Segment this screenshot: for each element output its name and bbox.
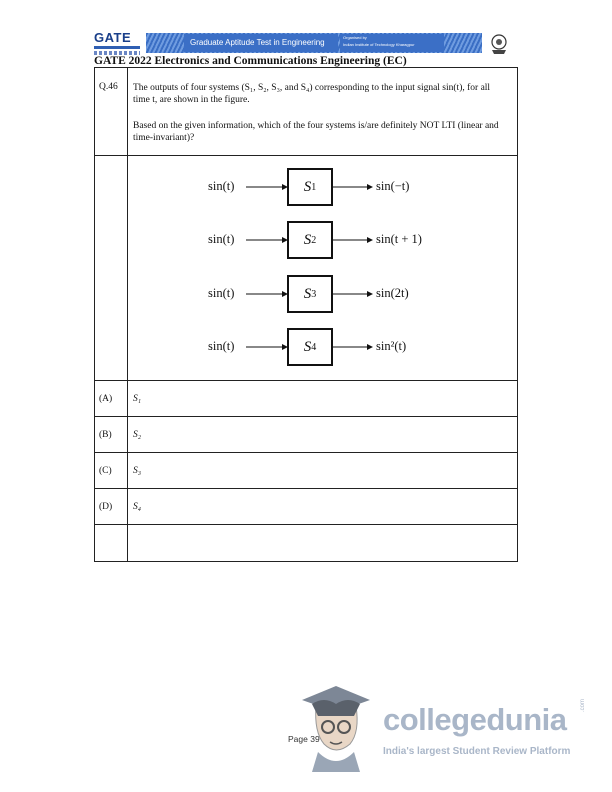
option-row-d[interactable] [94, 488, 518, 525]
system-4-output: sin²(t) [376, 339, 407, 353]
system-4-box: S 4 [287, 328, 333, 366]
system-2-output: sin(t + 1) [376, 232, 422, 246]
option-a-value: S₁ [133, 394, 142, 404]
organized-by-label: Organised by [343, 35, 367, 40]
system-2-input: sin(t) [208, 232, 235, 246]
system-1-box: S 1 [287, 168, 333, 206]
organizer-name: Indian Institute of Technology Kharagpur [343, 42, 415, 47]
system-3-input: sin(t) [208, 286, 235, 300]
system-1-input: sin(t) [208, 179, 235, 193]
system-2-box: S 2 [287, 221, 333, 259]
collegedunia-mascot-icon [294, 682, 376, 772]
option-row-a[interactable] [94, 380, 518, 417]
page-number: Page 39 [288, 734, 320, 744]
system-3-output: sin(2t) [376, 286, 409, 300]
question-text: The outputs of four systems (S₁, S₂, S₃, and S₄) corresponding to the input signal sin(t), for all time t, are shown in the figure. [133, 83, 491, 105]
option-c-label: (C) [99, 466, 112, 476]
exam-title: GATE 2022 Electronics and Communications Engineering (EC) [94, 55, 407, 67]
collegedunia-tagline: India's largest Student Review Platform [383, 746, 571, 757]
option-d-label: (D) [99, 502, 113, 512]
option-b-value: S₂ [133, 430, 142, 440]
question-number: Q.46 [99, 82, 118, 92]
collegedunia-brand: collegedunia [383, 702, 567, 737]
collegedunia-domain: .com [580, 698, 586, 712]
system-3-box: S 3 [287, 275, 333, 313]
option-row-c[interactable] [94, 452, 518, 489]
gate-logo-text: GATE [94, 30, 132, 45]
banner-title: Graduate Aptitude Test in Engineering [190, 38, 325, 47]
option-row-b[interactable] [94, 416, 518, 453]
option-b-label: (B) [99, 430, 112, 440]
system-4-input: sin(t) [208, 339, 235, 353]
option-d-value: S₄ [133, 502, 142, 512]
question-prompt: Based on the given information, which of the four systems is/are definitely NOT LTI (linear and time-invariant)? [133, 121, 499, 143]
option-a-label: (A) [99, 394, 113, 404]
system-1-output: sin(−t) [376, 179, 410, 193]
option-c-value: S₃ [133, 466, 142, 476]
answer-row [94, 524, 518, 562]
